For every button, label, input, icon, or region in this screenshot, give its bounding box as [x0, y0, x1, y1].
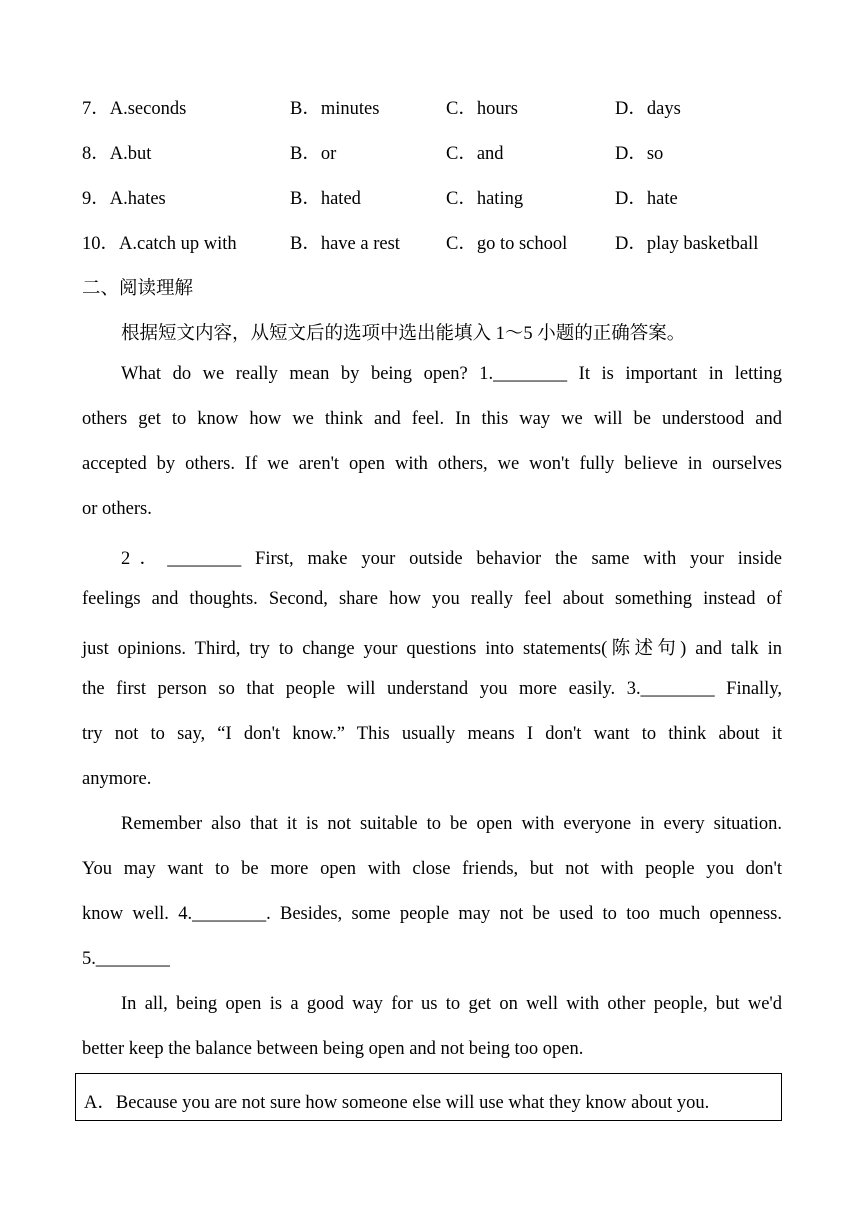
option-a: 7．A.seconds: [82, 99, 187, 119]
passage-line: the first person so that people will understand you more easily. 3.________ Finally,: [82, 679, 782, 699]
section-title: 二、阅读理解: [82, 279, 194, 299]
option-a: 8．A.but: [82, 144, 152, 164]
option-d: D．play basketball: [615, 234, 759, 254]
passage-line: just opinions. Third, try to change your questions into statements(陈述句) and talk in: [82, 639, 782, 659]
option-a: 9．A.hates: [82, 189, 166, 209]
answer-option-a: A．Because you are not sure how someone else will use what they know about you.: [84, 1093, 710, 1113]
passage-line: or others.: [82, 499, 152, 519]
passage-line: try not to say, “I don't know.” This usually means I don't want to think about it: [82, 724, 782, 744]
option-c: C．hating: [446, 189, 524, 209]
passage-line: accepted by others. If we aren't open with others, we won't fully believe in ourselves: [82, 454, 782, 474]
option-c: C．and: [446, 144, 504, 164]
option-d: D．hate: [615, 189, 678, 209]
option-c: C．go to school: [446, 234, 568, 254]
passage-line: others get to know how we think and feel. In this way we will be understood and: [82, 409, 782, 429]
passage-line: Remember also that it is not suitable to be open with everyone in every situation.: [121, 814, 782, 834]
passage-line: 2．________ First, make your outside behavior the same with your inside: [121, 549, 782, 569]
option-b: B．or: [290, 144, 337, 164]
option-d: D．days: [615, 99, 681, 119]
option-row-10: [0, 229, 860, 259]
option-b: B．hated: [290, 189, 361, 209]
option-b: B．have a rest: [290, 234, 400, 254]
answer-options-box: [75, 1073, 782, 1121]
passage-line: feelings and thoughts. Second, share how you really feel about something instead of: [82, 589, 782, 609]
option-d: D．so: [615, 144, 664, 164]
option-row-7: [0, 94, 860, 124]
passage-line: 5.________: [82, 949, 170, 969]
passage-line: What do we really mean by being open? 1.________ It is important in letting: [121, 364, 782, 384]
option-b: B．minutes: [290, 99, 380, 119]
option-c: C．hours: [446, 99, 518, 119]
passage-line: You may want to be more open with close friends, but not with people you don't: [82, 859, 782, 879]
option-row-8: [0, 139, 860, 169]
option-row-9: [0, 184, 860, 214]
passage-line: better keep the balance between being open and not being too open.: [82, 1039, 584, 1059]
passage-line: know well. 4.________. Besides, some people may not be used to too much openness.: [82, 904, 782, 924]
passage-line: anymore.: [82, 769, 152, 789]
instruction: 根据短文内容，从短文后的选项中选出能填入 1～5 小题的正确答案。: [121, 324, 686, 344]
option-a: 10．A.catch up with: [82, 234, 237, 254]
passage-line: In all, being open is a good way for us to get on well with other people, but we'd: [121, 994, 782, 1014]
